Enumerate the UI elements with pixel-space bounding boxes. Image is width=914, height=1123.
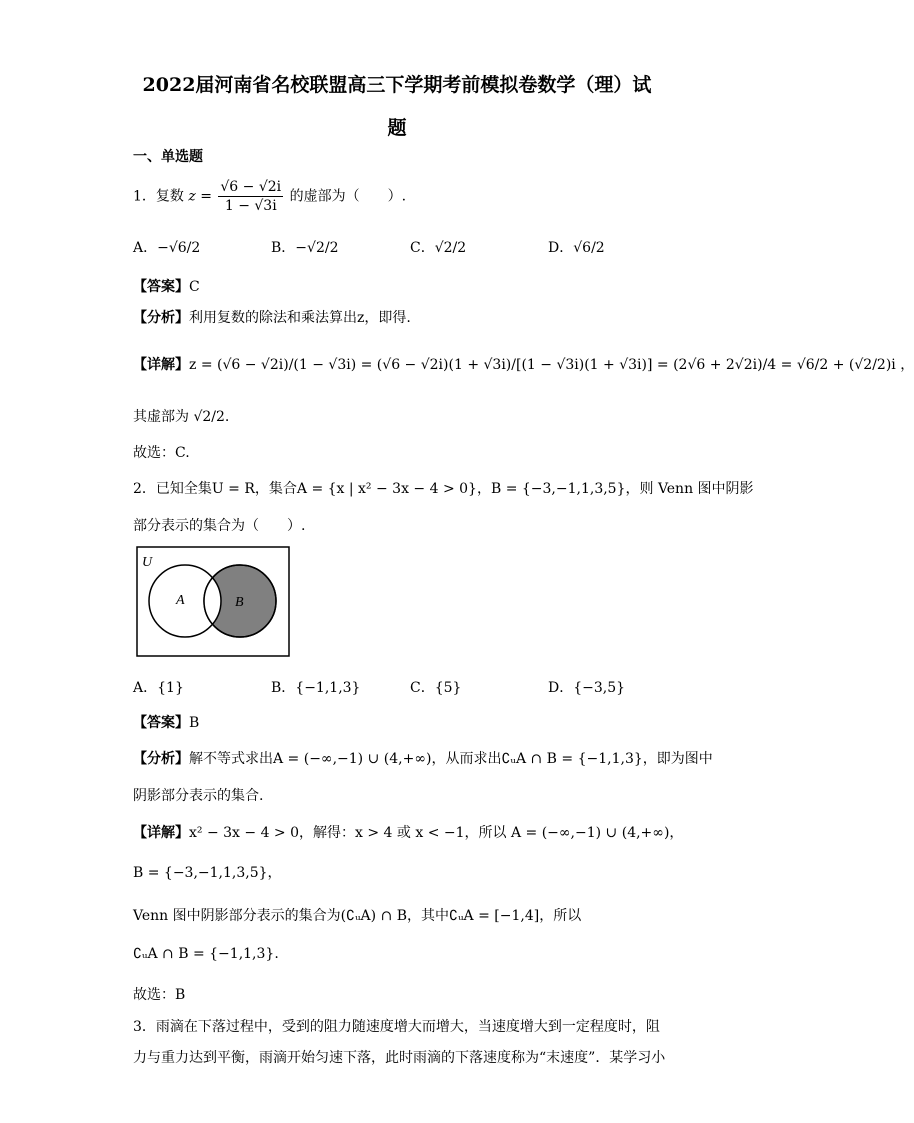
q2-detail-line3: Venn 图中阴影部分表示的集合为(∁ᵤA) ∩ B，其中∁ᵤA = [−1,4]，所以	[133, 908, 582, 924]
option-value: {−1,1,3}	[295, 680, 361, 696]
imag-value: √2/2	[193, 409, 225, 425]
q2-detail-line1	[133, 822, 683, 842]
q2-analysis-line2: 阴影部分表示的集合.	[133, 788, 264, 804]
analysis-tag: 【分析】	[133, 310, 189, 326]
page-title: 2022届河南省名校联盟高三下学期考前模拟卷数学（理）试	[142, 74, 652, 96]
q1-option-a	[133, 237, 200, 257]
option-label: C．	[410, 680, 435, 696]
q2-option-a	[133, 677, 184, 697]
q2-conclusion: 故选：B	[133, 987, 186, 1003]
answer-value: C	[189, 279, 200, 295]
analysis-text: 利用复数的除法和乘法算出z，即得.	[189, 310, 411, 326]
option-value: {−3,5}	[573, 680, 626, 696]
answer-value: B	[189, 715, 200, 731]
detail-tag: 【详解】	[133, 825, 189, 841]
imag-post: .	[224, 409, 230, 425]
q3-stem-line1: 3．雨滴在下落过程中，受到的阻力随速度增大而增大，当速度增大到一定程度时，阻	[133, 1019, 660, 1035]
option-label: B．	[271, 240, 296, 256]
q1-analysis	[133, 307, 411, 327]
detail-text: z = (√6 − √2i)/(1 − √3i) = (√6 − √2i)(1 + √3i)/[(1 − √3i)(1 + √3i)] = (2√6 + 2√2i)/4 = √6/2 + (√2/2)i ，	[189, 357, 914, 373]
page-title-cont: 题	[387, 117, 407, 139]
q1-answer	[133, 276, 200, 296]
section-heading: 一、单选题	[133, 149, 203, 165]
option-value: √6/2	[573, 240, 605, 256]
q1-stem-pre: 1．复数	[133, 188, 184, 205]
answer-tag: 【答案】	[133, 279, 189, 295]
q1-fraction	[218, 178, 283, 215]
q2-option-b	[271, 677, 360, 697]
option-label: D．	[548, 240, 574, 256]
option-label: C．	[410, 240, 435, 256]
q1-z: z =	[188, 188, 212, 205]
venn-label-b: B	[235, 595, 244, 610]
option-value: √2/2	[434, 240, 467, 256]
q2-option-c	[410, 677, 461, 697]
analysis-tag: 【分析】	[133, 751, 189, 767]
q1-detail	[133, 354, 914, 374]
option-value: {5}	[434, 680, 462, 696]
venn-diagram	[136, 546, 292, 658]
q1-stem-post: 的虚部为（ ）.	[289, 188, 407, 205]
option-value: {1}	[157, 680, 184, 696]
venn-label-a: A	[176, 593, 185, 608]
imag-pre: 其虚部为	[133, 409, 189, 425]
q1-option-d	[548, 237, 605, 257]
q1-denominator: 1 − √3i	[224, 198, 277, 214]
option-label: A．	[133, 680, 158, 696]
q1-numerator: √6 − √2i	[220, 179, 282, 195]
q3-stem-line2: 力与重力达到平衡，雨滴开始匀速下落，此时雨滴的下落速度称为“末速度”．某学习小	[133, 1050, 666, 1066]
analysis-text: 解不等式求出A = (−∞,−1) ∪ (4,+∞)，从而求出∁ᵤA ∩ B = {−1,1,3}，即为图中	[189, 751, 713, 767]
option-value: −√2/2	[295, 240, 339, 256]
detail-text: x² − 3x − 4 > 0，解得：x > 4 或 x < −1，所以 A = (−∞,−1) ∪ (4,+∞)，	[189, 825, 684, 841]
q2-detail-line4: ∁ᵤA ∩ B = {−1,1,3}.	[133, 946, 279, 962]
venn-label-u: U	[142, 555, 153, 570]
q2-stem-line2: 部分表示的集合为（ ）.	[133, 518, 306, 534]
detail-tag: 【详解】	[133, 357, 189, 373]
option-value: −√6/2	[157, 240, 201, 256]
option-label: D．	[548, 680, 574, 696]
answer-tag: 【答案】	[133, 715, 189, 731]
q2-analysis-line1	[133, 748, 713, 768]
q2-stem-line1: 2．已知全集U = R，集合A = {x | x² − 3x − 4 > 0}，B = {−3,−1,1,3,5}，则 Venn 图中阴影	[133, 481, 754, 497]
option-label: B．	[271, 680, 296, 696]
q1-stem	[133, 178, 406, 215]
q2-answer	[133, 712, 199, 732]
q2-detail-line2: B = {−3,−1,1,3,5}，	[133, 865, 282, 881]
q2-option-d	[548, 677, 625, 697]
option-label: A．	[133, 240, 158, 256]
q1-option-c	[410, 237, 466, 257]
q1-imag-part	[133, 406, 229, 426]
q1-option-b	[271, 237, 338, 257]
q1-conclusion: 故选：C.	[133, 445, 190, 461]
